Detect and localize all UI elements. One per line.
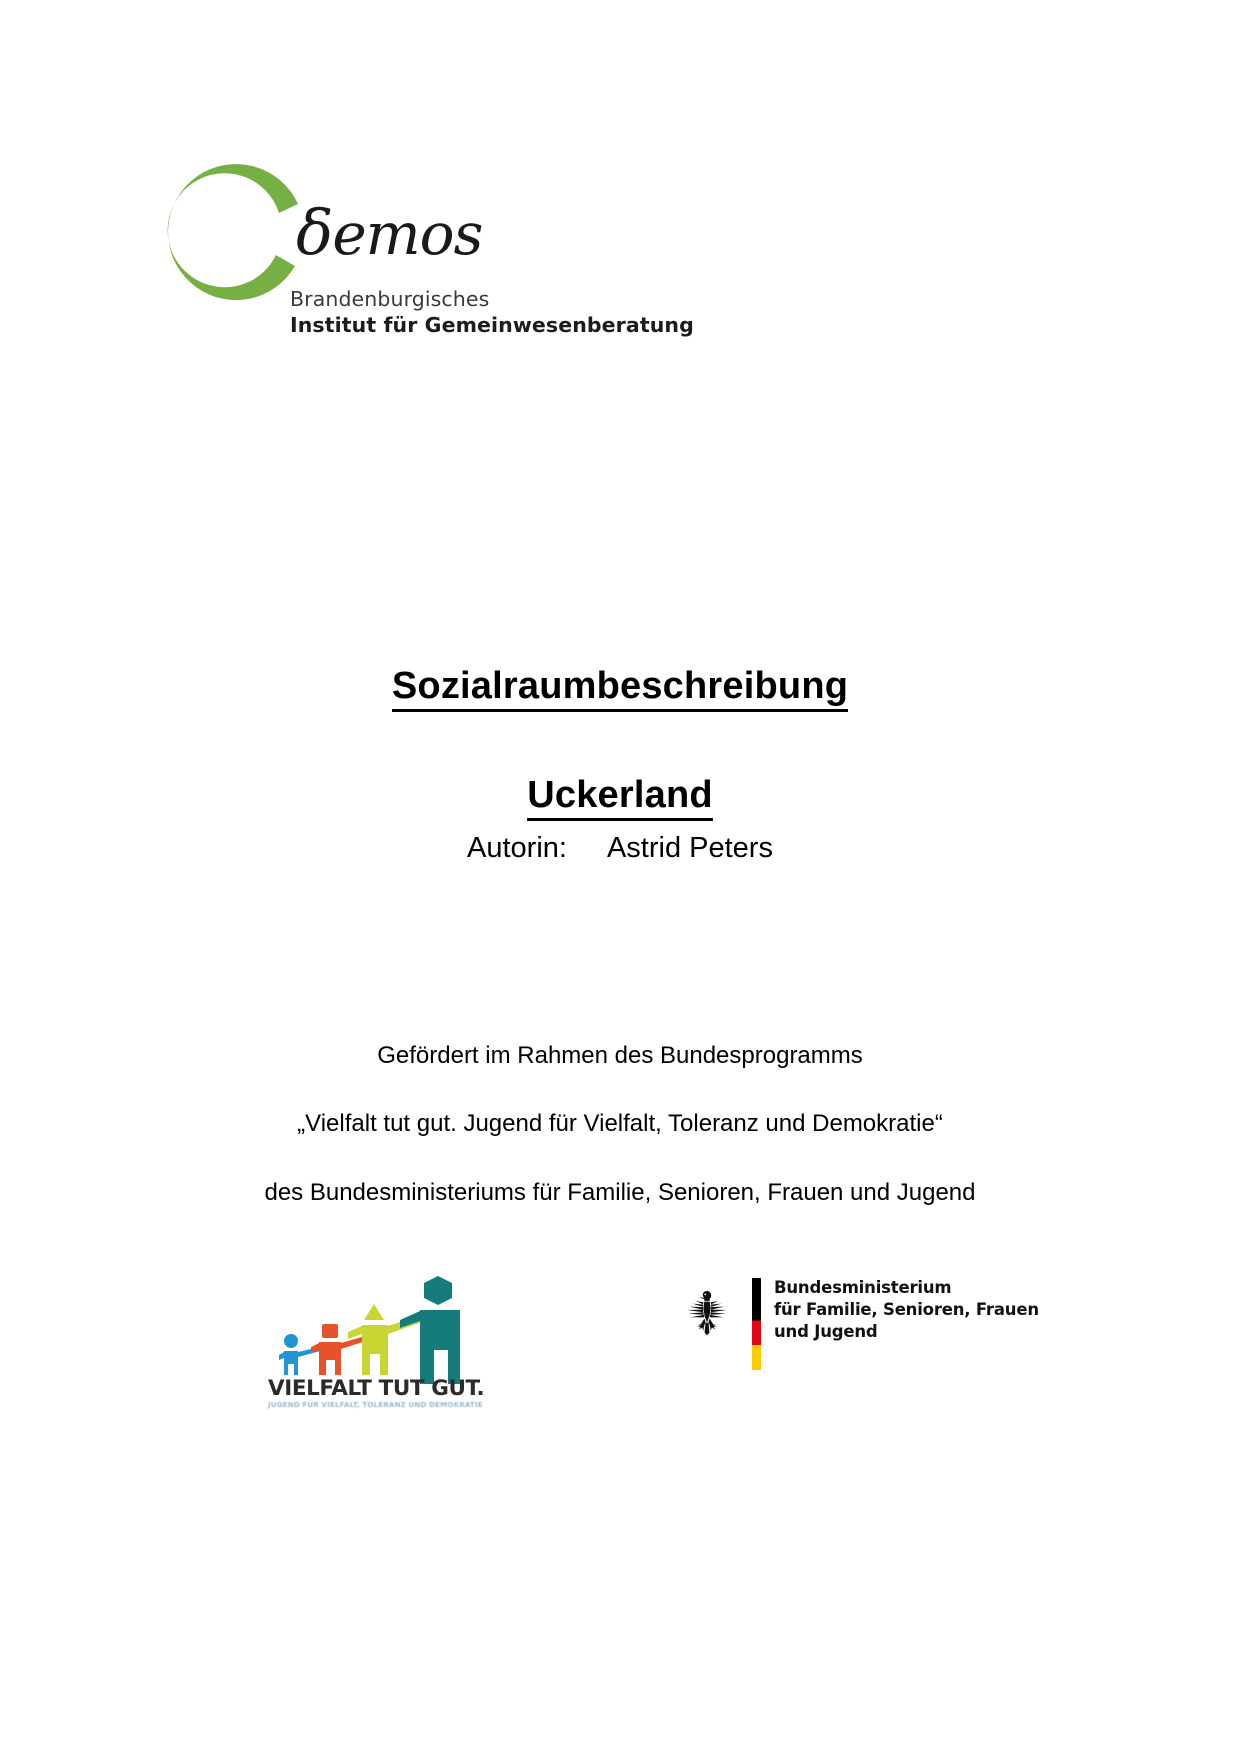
funding-line-3: des Bundesministeriums für Familie, Senioren, Frauen und Jugend [264, 1178, 976, 1206]
publisher-logo [148, 150, 694, 350]
vielfalt-tut-gut-text [268, 1376, 485, 1409]
bmfsfj-logo [684, 1276, 1039, 1396]
bundesadler-eagle-icon [684, 1288, 730, 1338]
publisher-name [290, 286, 694, 338]
page-subtitle [0, 774, 1240, 817]
four-figures-holding-hands-icon [262, 1262, 472, 1384]
publisher-wordmark [296, 196, 483, 269]
page-title [0, 665, 1240, 708]
wordmark-delta: δ [296, 196, 333, 269]
page-title-text: Sozialraumbeschreibung [392, 665, 848, 712]
author-name: Astrid Peters [606, 832, 773, 864]
bmfsfj-line2: für Familie, Senioren, Frauen [774, 1300, 1039, 1320]
publisher-name-line2: Institut für Gemeinwesenberatung [290, 313, 694, 338]
bmfsfj-line3: und Jugend [774, 1322, 878, 1342]
vielfalt-main-text: VIELFALT TUT GUT. [268, 1376, 485, 1401]
bmfsfj-text [774, 1277, 1039, 1343]
vielfalt-tut-gut-logo [262, 1262, 485, 1422]
author-label: Autorin: [467, 832, 567, 864]
bmfsfj-line1: Bundesministerium [774, 1278, 952, 1297]
wordmark-rest: emos [332, 200, 483, 268]
author-line [0, 832, 1240, 865]
page-subtitle-text: Uckerland [527, 774, 713, 821]
funding-statement [0, 1040, 1240, 1245]
funding-line-2: „Vielfalt tut gut. Jugend für Vielfalt, Toleranz und Demokratie“ [297, 1110, 943, 1138]
sponsor-logo-row [0, 1262, 1240, 1432]
german-flag-bar-icon [752, 1278, 761, 1370]
vielfalt-sub-text: JUGEND FÜR VIELFALT, TOLERANZ UND DEMOKRATIE [268, 1399, 483, 1409]
publisher-name-line1: Brandenburgisches [290, 287, 490, 311]
funding-line-1: Gefördert im Rahmen des Bundesprogramms [377, 1042, 863, 1069]
